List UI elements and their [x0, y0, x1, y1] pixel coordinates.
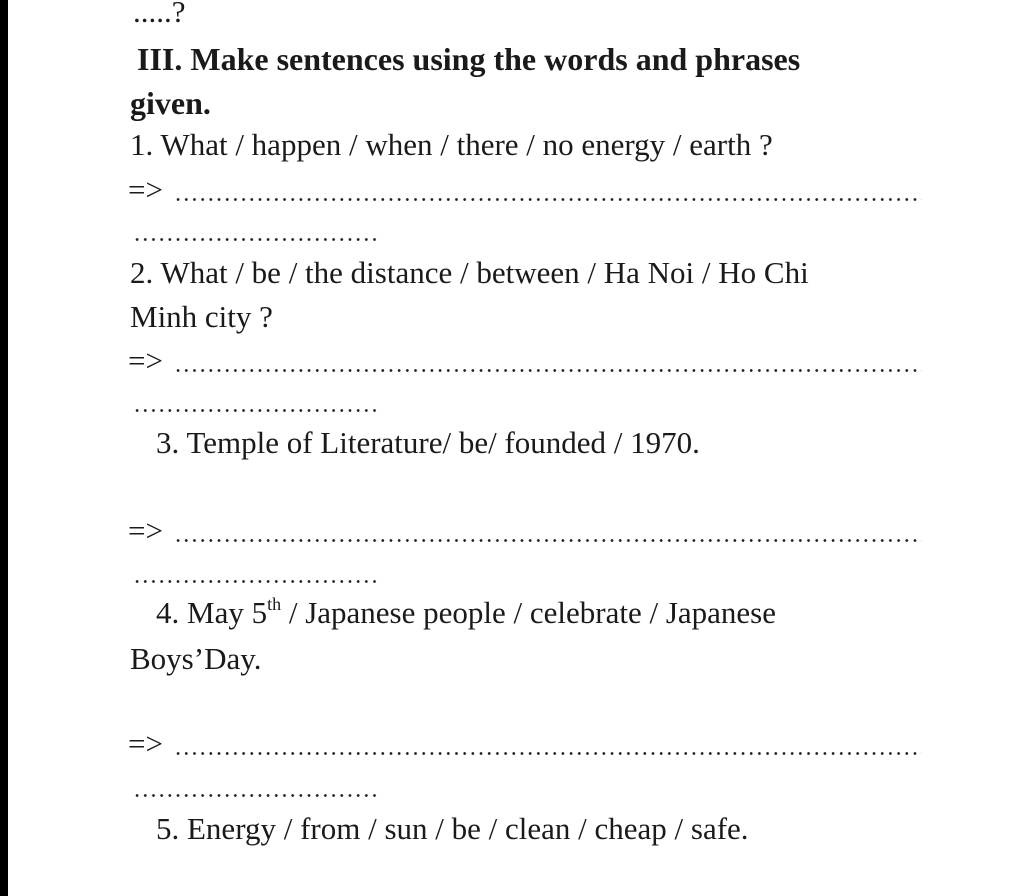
- question-4-continued: Boys’Day.: [130, 641, 262, 676]
- section-heading-line1: III. Make sentences using the words and phrases: [137, 41, 801, 77]
- answer-arrow-4: =>: [128, 726, 163, 761]
- answer-line-3[interactable]: [174, 539, 922, 542]
- answer-line-3-continued[interactable]: [133, 580, 380, 583]
- answer-line-2-continued[interactable]: [133, 409, 380, 412]
- answer-line-1-continued[interactable]: [133, 238, 380, 241]
- answer-arrow-1: =>: [128, 172, 163, 207]
- answer-line-4-continued[interactable]: [133, 794, 380, 797]
- question-1: 1. What / happen / when / there / no energy / earth ?: [130, 127, 773, 162]
- answer-line-1[interactable]: [174, 198, 922, 201]
- answer-line-4[interactable]: [174, 752, 922, 755]
- question-5: 5. Energy / from / sun / be / clean / cheap / safe.: [156, 811, 749, 846]
- answer-arrow-2: =>: [128, 343, 163, 378]
- question-4-prefix: 4. May 5: [156, 595, 268, 630]
- question-4: [156, 595, 776, 631]
- question-2: 2. What / be / the distance / between / Ha Noi / Ho Chi: [130, 255, 809, 290]
- section-heading-line2: given.: [130, 85, 211, 121]
- top-fragment: .....?: [133, 0, 186, 29]
- question-4-superscript: th: [267, 593, 282, 614]
- answer-arrow-3: =>: [128, 513, 163, 548]
- question-3: 3. Temple of Literature/ be/ founded / 1970.: [156, 425, 700, 460]
- question-2-continued: Minh city ?: [130, 299, 273, 334]
- answer-line-2[interactable]: [174, 369, 922, 372]
- question-4-rest: / Japanese people / celebrate / Japanese: [281, 595, 776, 630]
